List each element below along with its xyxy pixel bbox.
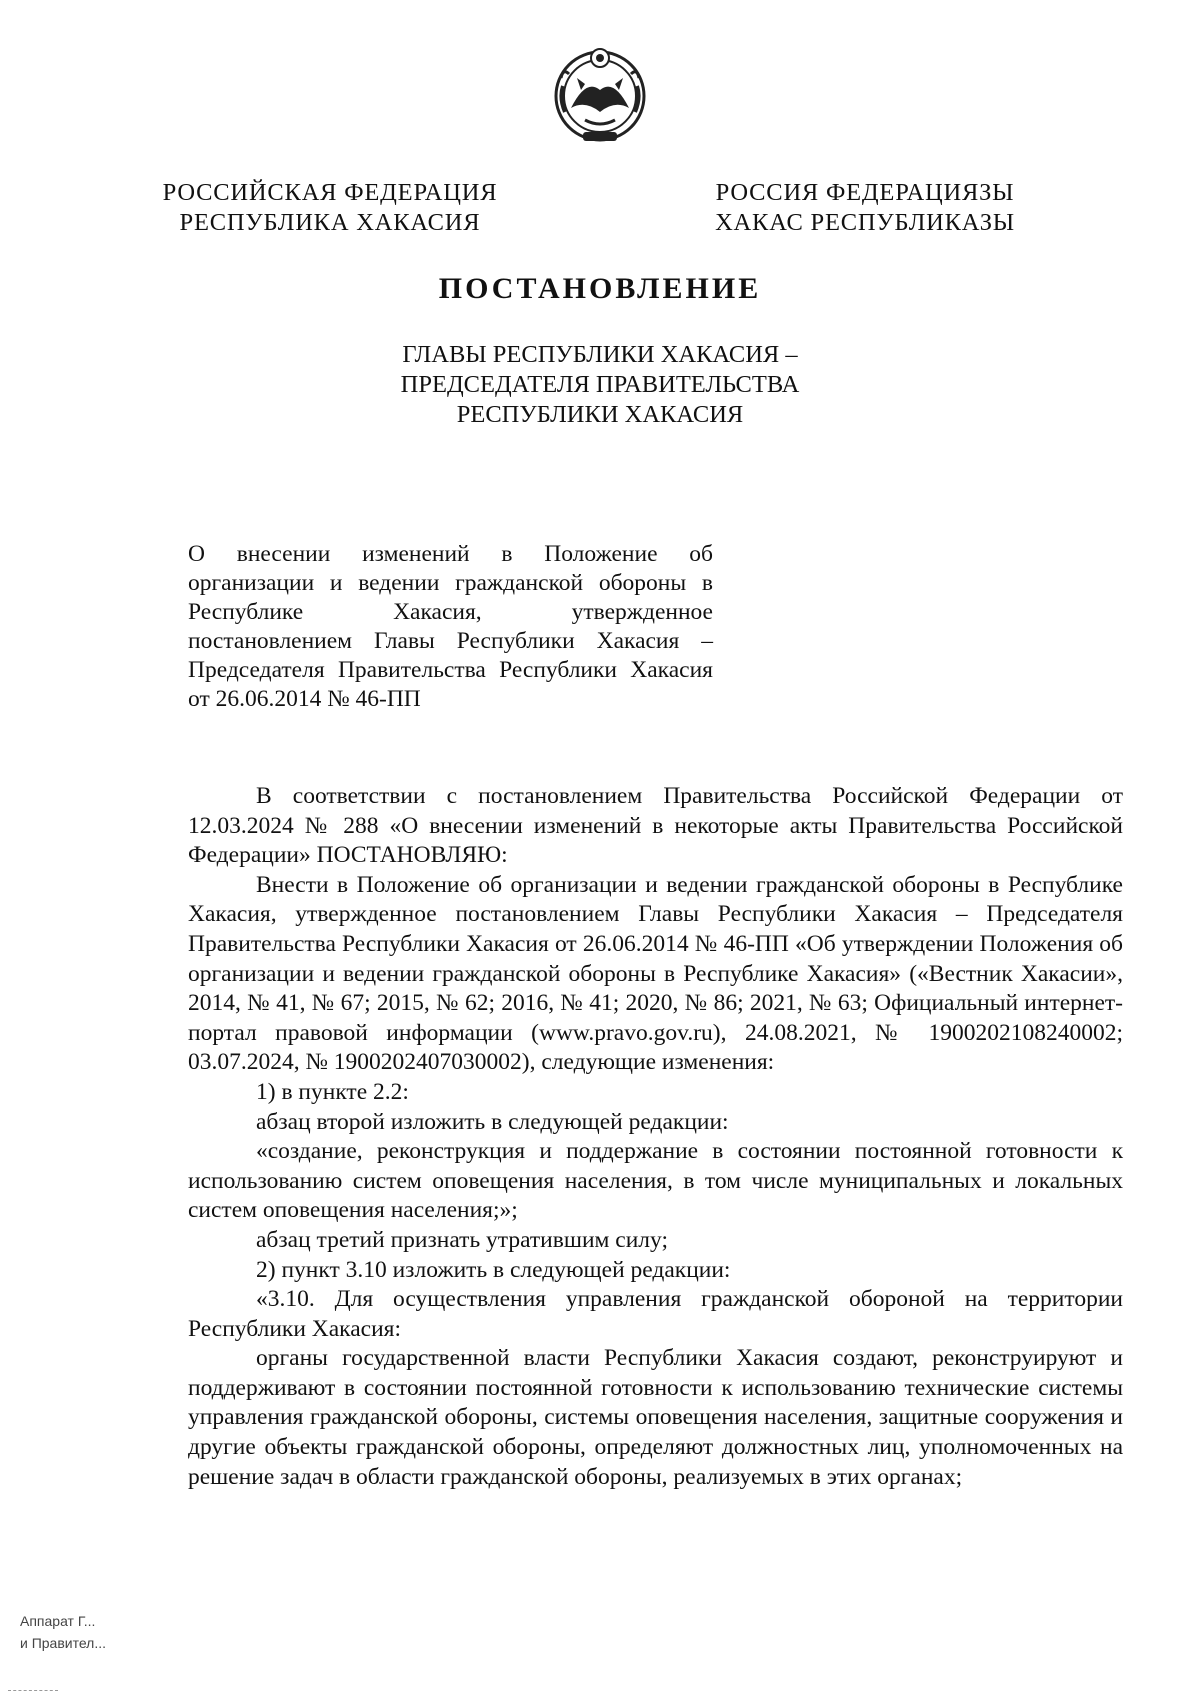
body-paragraph-4: абзац второй изложить в следующей редакции: (256, 1108, 729, 1135)
issuer-line3: РЕСПУБЛИКИ ХАКАСИЯ (456, 401, 744, 428)
coat-of-arms-icon (541, 38, 659, 148)
document-type: ПОСТАНОВЛЕНИЕ (438, 272, 762, 305)
body-paragraph-2: Внести в Положение об организации и ведении гражданской обороны в Республике Хакасия, утвержденное постановлением Главы Республики Хакасия – Председателя Правительства Республики Хакасия от 26.06.2014 № 46-ПП «Об утверждении Положения об организации и ведении гражданской обороны в Республике Хакасия» («Вестник Хакасии», 2014, № 41, № 67; 2015, № 62; 2016, № 41; 2020, № 86; 2021, № 63; Официальный интернет-портал правовой информации (www.pravo.gov.ru), 24.08.2021, № 1900202108240002; 03.07.2024, № 1900202407030002), следующие изменения: (188, 871, 1123, 1076)
body-paragraph-3: 1) в пункте 2.2: (256, 1078, 409, 1105)
header-left-line1: РОССИЙСКАЯ ФЕДЕРАЦИЯ (162, 179, 498, 206)
stamp-line2: и Правител... (20, 1635, 107, 1651)
stamp-divider (8, 1690, 58, 1691)
header-right-line2: ХАКАС РЕСПУБЛИКАЗЫ (715, 209, 1015, 236)
body-paragraph-6: абзац третий признать утратившим силу; (256, 1226, 668, 1253)
issuer-line2: ПРЕДСЕДАТЕЛЯ ПРАВИТЕЛЬСТВА (400, 371, 800, 398)
stamp-line1: Аппарат Г... (20, 1613, 96, 1629)
body-paragraph-5: «создание, реконструкция и поддержание в состоянии постоянной готовности к использованию систем оповещения населения, в том числе муниципальных и локальных систем оповещения населения;»; (188, 1138, 1123, 1224)
body-paragraph-9: органы государственной власти Республики Хакасия создают, реконструируют и поддерживают в состоянии постоянной готовности к использованию технические системы управления гражданской обороны, системы оповещения населения, защитные сооружения и другие объекты гражданской обороны, определяют должностных лиц, уполномоченных на решение задач в области гражданской обороны, реализуемых в этих органах; (188, 1345, 1123, 1490)
header-right (680, 178, 1050, 238)
body-paragraph-8: «3.10. Для осуществления управления гражданской обороной на территории Республики Хакасия: (188, 1286, 1123, 1342)
issuer-line1: ГЛАВЫ РЕСПУБЛИКИ ХАКАСИЯ – (402, 341, 798, 368)
document-body (188, 782, 1123, 1492)
header-left-line2: РЕСПУБЛИКА ХАКАСИЯ (179, 209, 481, 236)
header-right-line1: РОССИЯ ФЕДЕРАЦИЯЗЫ (715, 179, 1015, 206)
office-stamp (20, 1610, 106, 1654)
body-paragraph-7: 2) пункт 3.10 изложить в следующей редакции: (256, 1256, 731, 1283)
body-paragraph-1: В соответствии с постановлением Правительства Российской Федерации от 12.03.2024 № 288 «О внесении изменений в некоторые акты Правительства Российской Федерации» ПОСТАНОВЛЯЮ: (188, 783, 1123, 869)
document-subject: О внесении изменений в Положение об организации и ведении гражданской обороны в Республике Хакасия, утвержденное постановлением Главы Республики Хакасия – Председателя Правительства Республики Хакасия от 26.06.2014 № 46-ПП (188, 541, 713, 712)
header-left (150, 178, 510, 238)
document-issuer (0, 340, 1200, 430)
